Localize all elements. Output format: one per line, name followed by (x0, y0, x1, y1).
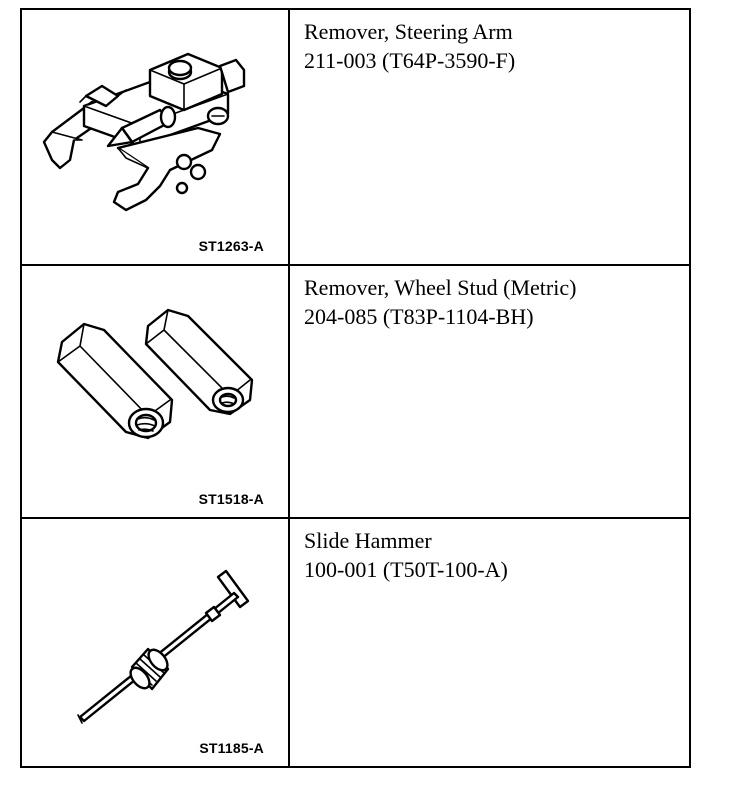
tool-name: Slide Hammer (304, 528, 432, 553)
tool-description-cell (290, 10, 689, 264)
tool-figure-cell (22, 519, 290, 766)
figure-code: ST1263-A (198, 238, 264, 254)
special-tools-table (20, 8, 691, 768)
tool-name: Remover, Wheel Stud (Metric) (304, 275, 577, 300)
tool-description-cell (290, 266, 689, 517)
tool-number: 204-085 (T83P-1104-BH) (304, 304, 534, 329)
tool-figure-cell (22, 10, 290, 264)
tool-figure-cell (22, 266, 290, 517)
steering-arm-remover-illustration (22, 10, 290, 240)
wheel-stud-remover-illustration (22, 266, 290, 496)
tool-row (22, 10, 689, 264)
tool-number: 100-001 (T50T-100-A) (304, 557, 508, 582)
figure-code: ST1185-A (199, 740, 264, 756)
tool-description-cell (290, 519, 689, 766)
tool-number: 211-003 (T64P-3590-F) (304, 48, 516, 73)
tool-name: Remover, Steering Arm (304, 19, 513, 44)
tool-row (22, 517, 689, 766)
figure-code: ST1518-A (198, 491, 264, 507)
slide-hammer-illustration (22, 519, 290, 749)
tool-row (22, 264, 689, 517)
